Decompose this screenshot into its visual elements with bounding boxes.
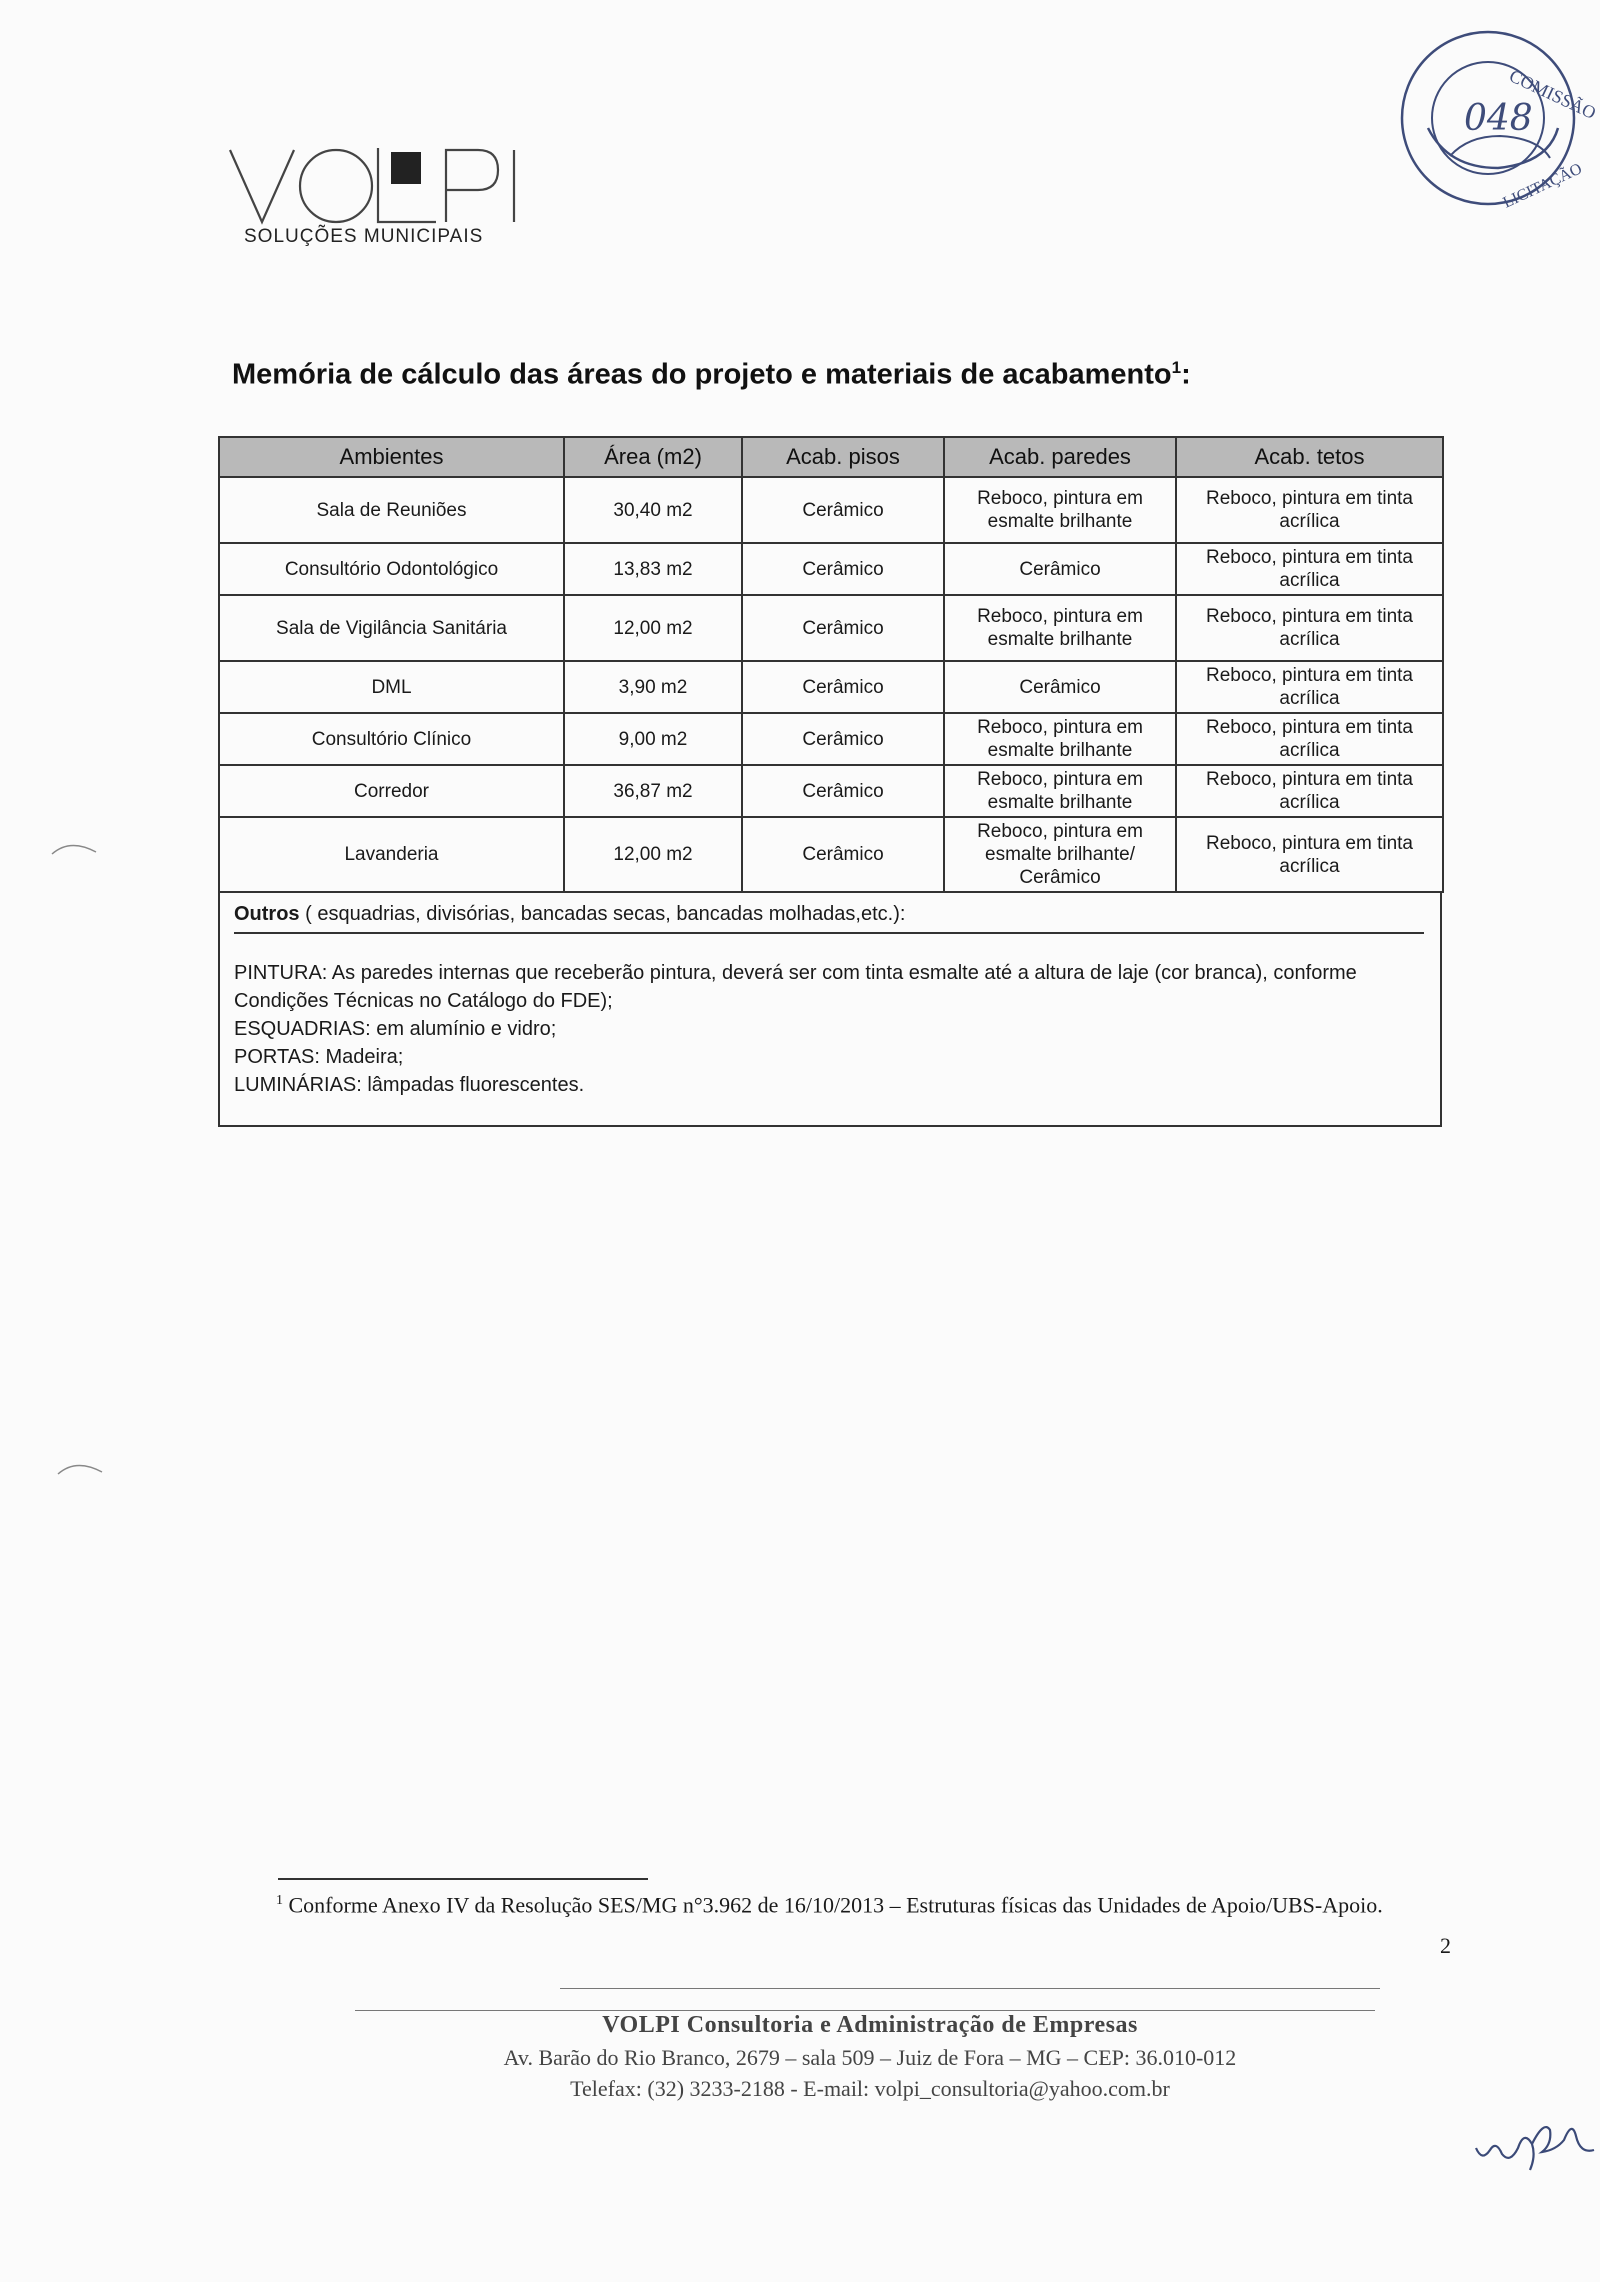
cell-tetos: Reboco, pintura em tinta acrílica <box>1176 595 1443 661</box>
outros-line: PORTAS: Madeira; <box>234 1046 404 1068</box>
page-number: 2 <box>1440 1933 1451 1958</box>
page-footer <box>340 2008 1400 2104</box>
cell-paredes: Reboco, pintura em esmalte brilhante <box>944 595 1176 661</box>
cell-tetos: Reboco, pintura em tinta acrílica <box>1176 543 1443 595</box>
footer-address: Av. Barão do Rio Branco, 2679 – sala 509 – Juiz de Fora – MG – CEP: 36.010-012 <box>503 2045 1237 2070</box>
table-row <box>219 765 1443 817</box>
cell-area: 36,87 m2 <box>564 765 742 817</box>
cell-tetos: Reboco, pintura em tinta acrílica <box>1176 765 1443 817</box>
scan-mark <box>50 836 100 860</box>
scan-mark <box>56 1456 106 1480</box>
cell-area: 12,00 m2 <box>564 595 742 661</box>
col-header-tetos: Acab. tetos <box>1176 437 1443 477</box>
cell-area: 3,90 m2 <box>564 661 742 713</box>
cell-pisos: Cerâmico <box>742 765 944 817</box>
heading-text: Memória de cálculo das áreas do projeto e materiais de acabamento <box>232 358 1172 391</box>
outros-line: Condições Técnicas no Catálogo do FDE); <box>234 990 613 1012</box>
page-heading <box>232 358 1191 392</box>
volpi-logo <box>228 138 528 248</box>
footer-company: VOLPI Consultoria e Administração de Empresas <box>602 2012 1138 2038</box>
cell-ambiente: Lavanderia <box>219 817 564 892</box>
cell-tetos: Reboco, pintura em tinta acrílica <box>1176 713 1443 765</box>
cell-pisos: Cerâmico <box>742 477 944 543</box>
col-header-pisos: Acab. pisos <box>742 437 944 477</box>
footnote <box>276 1885 1456 1921</box>
stamp-top-text: COMISSÃO <box>1506 65 1600 123</box>
cell-paredes: Reboco, pintura em esmalte brilhante/ Cerâmico <box>944 817 1176 892</box>
cell-tetos: Reboco, pintura em tinta acrílica <box>1176 817 1443 892</box>
outros-lines <box>234 959 1424 1099</box>
table-row <box>219 543 1443 595</box>
cell-pisos: Cerâmico <box>742 713 944 765</box>
cell-pisos: Cerâmico <box>742 817 944 892</box>
cell-area: 12,00 m2 <box>564 817 742 892</box>
footer-rule <box>560 1988 1380 1989</box>
outros-line: LUMINÁRIAS: lâmpadas fluorescentes. <box>234 1074 585 1096</box>
table-header-row <box>219 437 1443 477</box>
cell-tetos: Reboco, pintura em tinta acrílica <box>1176 477 1443 543</box>
cell-pisos: Cerâmico <box>742 661 944 713</box>
footnote-text: Conforme Anexo IV da Resolução SES/MG n°3.962 de 16/10/2013 – Estruturas físicas das Unidades de Apoio/UBS-Apoio. <box>283 1892 1383 1918</box>
table-row <box>219 477 1443 543</box>
outros-line: ESQUADRIAS: em alumínio e vidro; <box>234 1018 557 1040</box>
stamp-number: 048 <box>1464 98 1533 139</box>
commission-stamp <box>1388 18 1600 218</box>
heading-colon: : <box>1181 358 1191 391</box>
table-row <box>219 817 1443 892</box>
table-row <box>219 595 1443 661</box>
cell-paredes: Cerâmico <box>944 543 1176 595</box>
finishes-table <box>218 436 1444 893</box>
cell-ambiente: Consultório Odontológico <box>219 543 564 595</box>
outros-title-bold: Outros <box>234 903 300 925</box>
handwritten-initials <box>1472 2100 1598 2180</box>
footnote-mark: 1 <box>276 1893 283 1908</box>
cell-ambiente: Consultório Clínico <box>219 713 564 765</box>
table-row <box>219 661 1443 713</box>
cell-paredes: Reboco, pintura em esmalte brilhante <box>944 477 1176 543</box>
outros-title-rest: ( esquadrias, divisórias, bancadas secas, bancadas molhadas,etc.): <box>299 903 906 925</box>
volpi-wordmark <box>228 138 518 228</box>
cell-ambiente: Corredor <box>219 765 564 817</box>
col-header-paredes: Acab. paredes <box>944 437 1176 477</box>
outros-box <box>218 893 1442 1127</box>
cell-ambiente: Sala de Vigilância Sanitária <box>219 595 564 661</box>
stamp-bottom-text: LICITAÇÃO <box>1500 160 1585 212</box>
cell-tetos: Reboco, pintura em tinta acrílica <box>1176 661 1443 713</box>
cell-pisos: Cerâmico <box>742 543 944 595</box>
cell-ambiente: Sala de Reuniões <box>219 477 564 543</box>
cell-paredes: Reboco, pintura em esmalte brilhante <box>944 713 1176 765</box>
table-row <box>219 713 1443 765</box>
finishes-table-wrap <box>218 436 1442 1127</box>
cell-area: 13,83 m2 <box>564 543 742 595</box>
outros-title <box>234 903 1424 934</box>
cell-area: 9,00 m2 <box>564 713 742 765</box>
heading-footnote-mark: 1 <box>1171 358 1182 377</box>
footnote-rule <box>278 1878 648 1880</box>
cell-paredes: Reboco, pintura em esmalte brilhante <box>944 765 1176 817</box>
cell-pisos: Cerâmico <box>742 595 944 661</box>
col-header-ambientes: Ambientes <box>219 437 564 477</box>
cell-area: 30,40 m2 <box>564 477 742 543</box>
footer-contact: Telefax: (32) 3233-2188 - E-mail: volpi_consultoria@yahoo.com.br <box>570 2076 1170 2101</box>
cell-ambiente: DML <box>219 661 564 713</box>
logo-subtitle: SOLUÇÕES MUNICIPAIS <box>244 226 484 247</box>
outros-line: PINTURA: As paredes internas que receberão pintura, deverá ser com tinta esmalte até a altura de laje (cor branca), conforme <box>234 962 1357 984</box>
cell-paredes: Cerâmico <box>944 661 1176 713</box>
col-header-area: Área (m2) <box>564 437 742 477</box>
